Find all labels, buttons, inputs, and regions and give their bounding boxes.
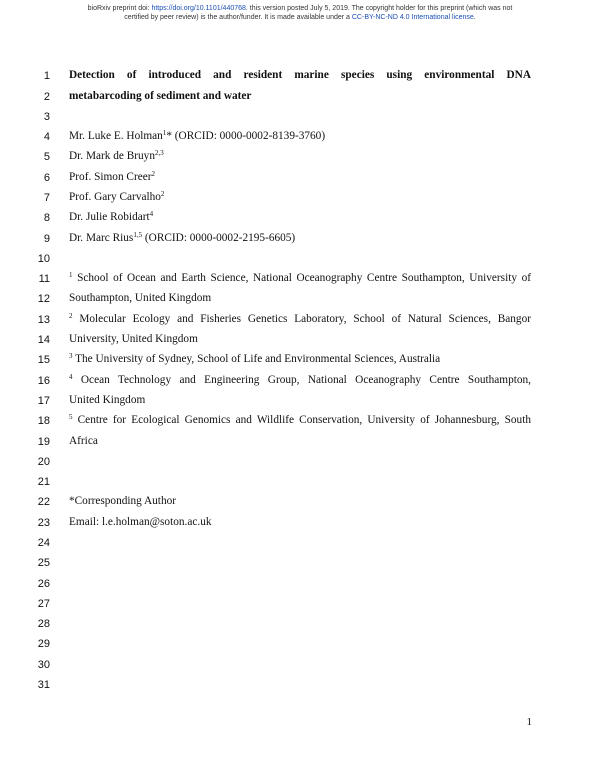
line-number: 26 [37,578,50,590]
line-number: 23 [37,517,50,529]
license-link[interactable]: CC-BY-NC-ND 4.0 International license [351,14,474,21]
author-affiliation-mark: 1 [162,129,167,137]
author [69,171,155,183]
corresponding-author-label: *Corresponding Author [69,495,177,507]
line-number: 20 [37,456,50,468]
banner-line1-suffix: . this version posted July 5, 2019. The copyright holder for this preprint (which was not [245,5,513,12]
author [69,130,325,142]
banner-license-prefix: certified by peer review) is the author/funder. It is made available under a [124,14,352,21]
line-number: 31 [37,679,50,691]
line-number: 9 [43,233,50,245]
author-affiliation-mark: 2 [151,170,156,178]
author [69,211,153,223]
affiliation-line [69,272,531,284]
line-number: 28 [37,618,50,630]
paper-title-line-1: Detection of introduced and resident marine species using environmental DNA [69,69,531,81]
affiliation-line [69,374,531,386]
line-number: 22 [37,496,50,508]
author-name: Dr. Marc Rius [69,232,134,244]
line-number: 27 [37,598,50,610]
author-affiliation-mark: 1,5 [133,231,143,239]
line-number: 16 [37,375,50,387]
affiliation-mark: 5 [69,413,73,421]
line-number: 30 [37,659,50,671]
author [69,150,164,162]
line-number: 15 [37,354,50,366]
line-number: 11 [38,273,50,285]
line-number: 8 [43,212,50,224]
author-affiliation-mark: 2,3 [154,149,164,157]
line-number: 4 [43,131,50,143]
author-name: Mr. Luke E. Holman [69,130,163,142]
author-name: Prof. Simon Creer [69,171,152,183]
affiliation-mark: 3 [69,352,73,360]
affiliation-mark: 4 [69,373,73,381]
page-number: 1 [526,716,532,728]
affiliation-line [69,353,440,365]
line-number: 5 [43,151,50,163]
line-number: 10 [37,253,50,265]
affiliation-text: The University of Sydney, School of Life and Environmental Sciences, Australia [75,353,441,365]
affiliation-line: Southampton, United Kingdom [69,292,212,304]
line-number: 17 [37,395,50,407]
line-number: 14 [37,334,50,346]
doi-link[interactable]: https://doi.org/10.1101/440768 [151,5,246,12]
author-orcid: * (ORCID: 0000-0002-8139-3760) [166,130,326,142]
line-number: 21 [37,476,50,488]
banner-line-1 [40,4,560,13]
banner-line2-suffix: . [473,14,476,21]
affiliation-mark: 1 [69,271,73,279]
corresponding-email[interactable]: Email: l.e.holman@soton.ac.uk [69,516,212,528]
line-number: 7 [43,192,50,204]
author-orcid: (ORCID: 0000-0002-2195-6605) [142,232,296,244]
affiliation-line: Africa [69,435,98,447]
author-name: Prof. Gary Carvalho [69,191,161,203]
affiliation-text: School of Ocean and Earth Science, National Oceanography Centre Southampton, University of [77,272,531,284]
affiliation-text: Molecular Ecology and Fisheries Genetics Laboratory, School of Natural Sciences, Bangor [79,313,531,325]
author-affiliation-mark: 4 [149,210,154,218]
line-number: 24 [37,537,50,549]
line-number: 19 [37,436,50,448]
line-number: 3 [43,111,50,123]
author-affiliation-mark: 2 [160,190,165,198]
line-number: 29 [37,638,50,650]
affiliation-line [69,414,531,426]
line-number: 12 [37,293,50,305]
affiliation-line [69,313,531,325]
paper-title-line-2: metabarcoding of sediment and water [69,90,252,102]
affiliation-line: University, United Kingdom [69,333,198,345]
affiliation-text: Ocean Technology and Engineering Group, National Oceanography Centre Southampton, [80,374,531,386]
line-number: 13 [37,314,50,326]
affiliation-mark: 2 [69,312,73,320]
author-name: Dr. Mark de Bruyn [69,150,155,162]
affiliation-text: Centre for Ecological Genomics and Wildlife Conservation, University of Johannesburg, South [77,414,531,426]
author [69,232,295,244]
author-name: Dr. Julie Robidart [69,211,150,223]
author [69,191,164,203]
affiliation-line: United Kingdom [69,394,146,406]
line-number: 1 [43,70,50,82]
line-number: 2 [43,91,50,103]
line-number: 6 [43,172,50,184]
banner-line-2 [40,13,560,22]
preprint-banner [40,4,560,22]
line-number: 18 [37,415,50,427]
line-number: 25 [37,557,50,569]
banner-doi-prefix: bioRxiv preprint doi: [87,5,152,12]
